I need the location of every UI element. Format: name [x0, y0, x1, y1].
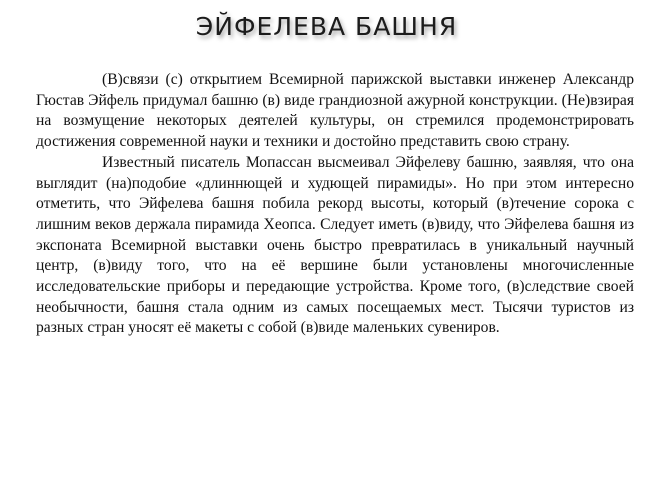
slide-body	[36, 70, 634, 339]
paragraph-1: (В)связи (с) открытием Всемирной парижской выставки инженер Александр Гюстав Эйфель придумал башню (в) виде грандиозной ажурной конструкции. (Не)взирая на возмущение некоторых деятелей культуры, он стремился продемонстрировать достижения современной науки и техники и достойно представить свою страну.	[36, 71, 634, 151]
paragraph-2: Известный писатель Мопассан высмеивал Эйфелеву башню, заявляя, что она выглядит (на)подобие «длиннющей и худющей пирамиды». Но при этом интересно отметить, что Эйфелева башня побила рекорд высоты, который (в)течение сорока с лишним веков держала пирамида Хеопса. Следует иметь (в)виду, что Эйфелева башня из экспоната Всемирной выставки очень быстро превратилась в уникальный научный центр, (в)виду того, что на её вершине были установлены многочисленные исследовательские приборы и передающие устройства. Кроме того, (в)следствие своей необычности, башня стала одним из самых посещаемых мест. Тысячи туристов из разных стран уносят её макеты с собой (в)виде маленьких сувениров.	[36, 153, 634, 337]
slide-title: ЭЙФЕЛЕВА БАШНЯ	[195, 12, 458, 41]
